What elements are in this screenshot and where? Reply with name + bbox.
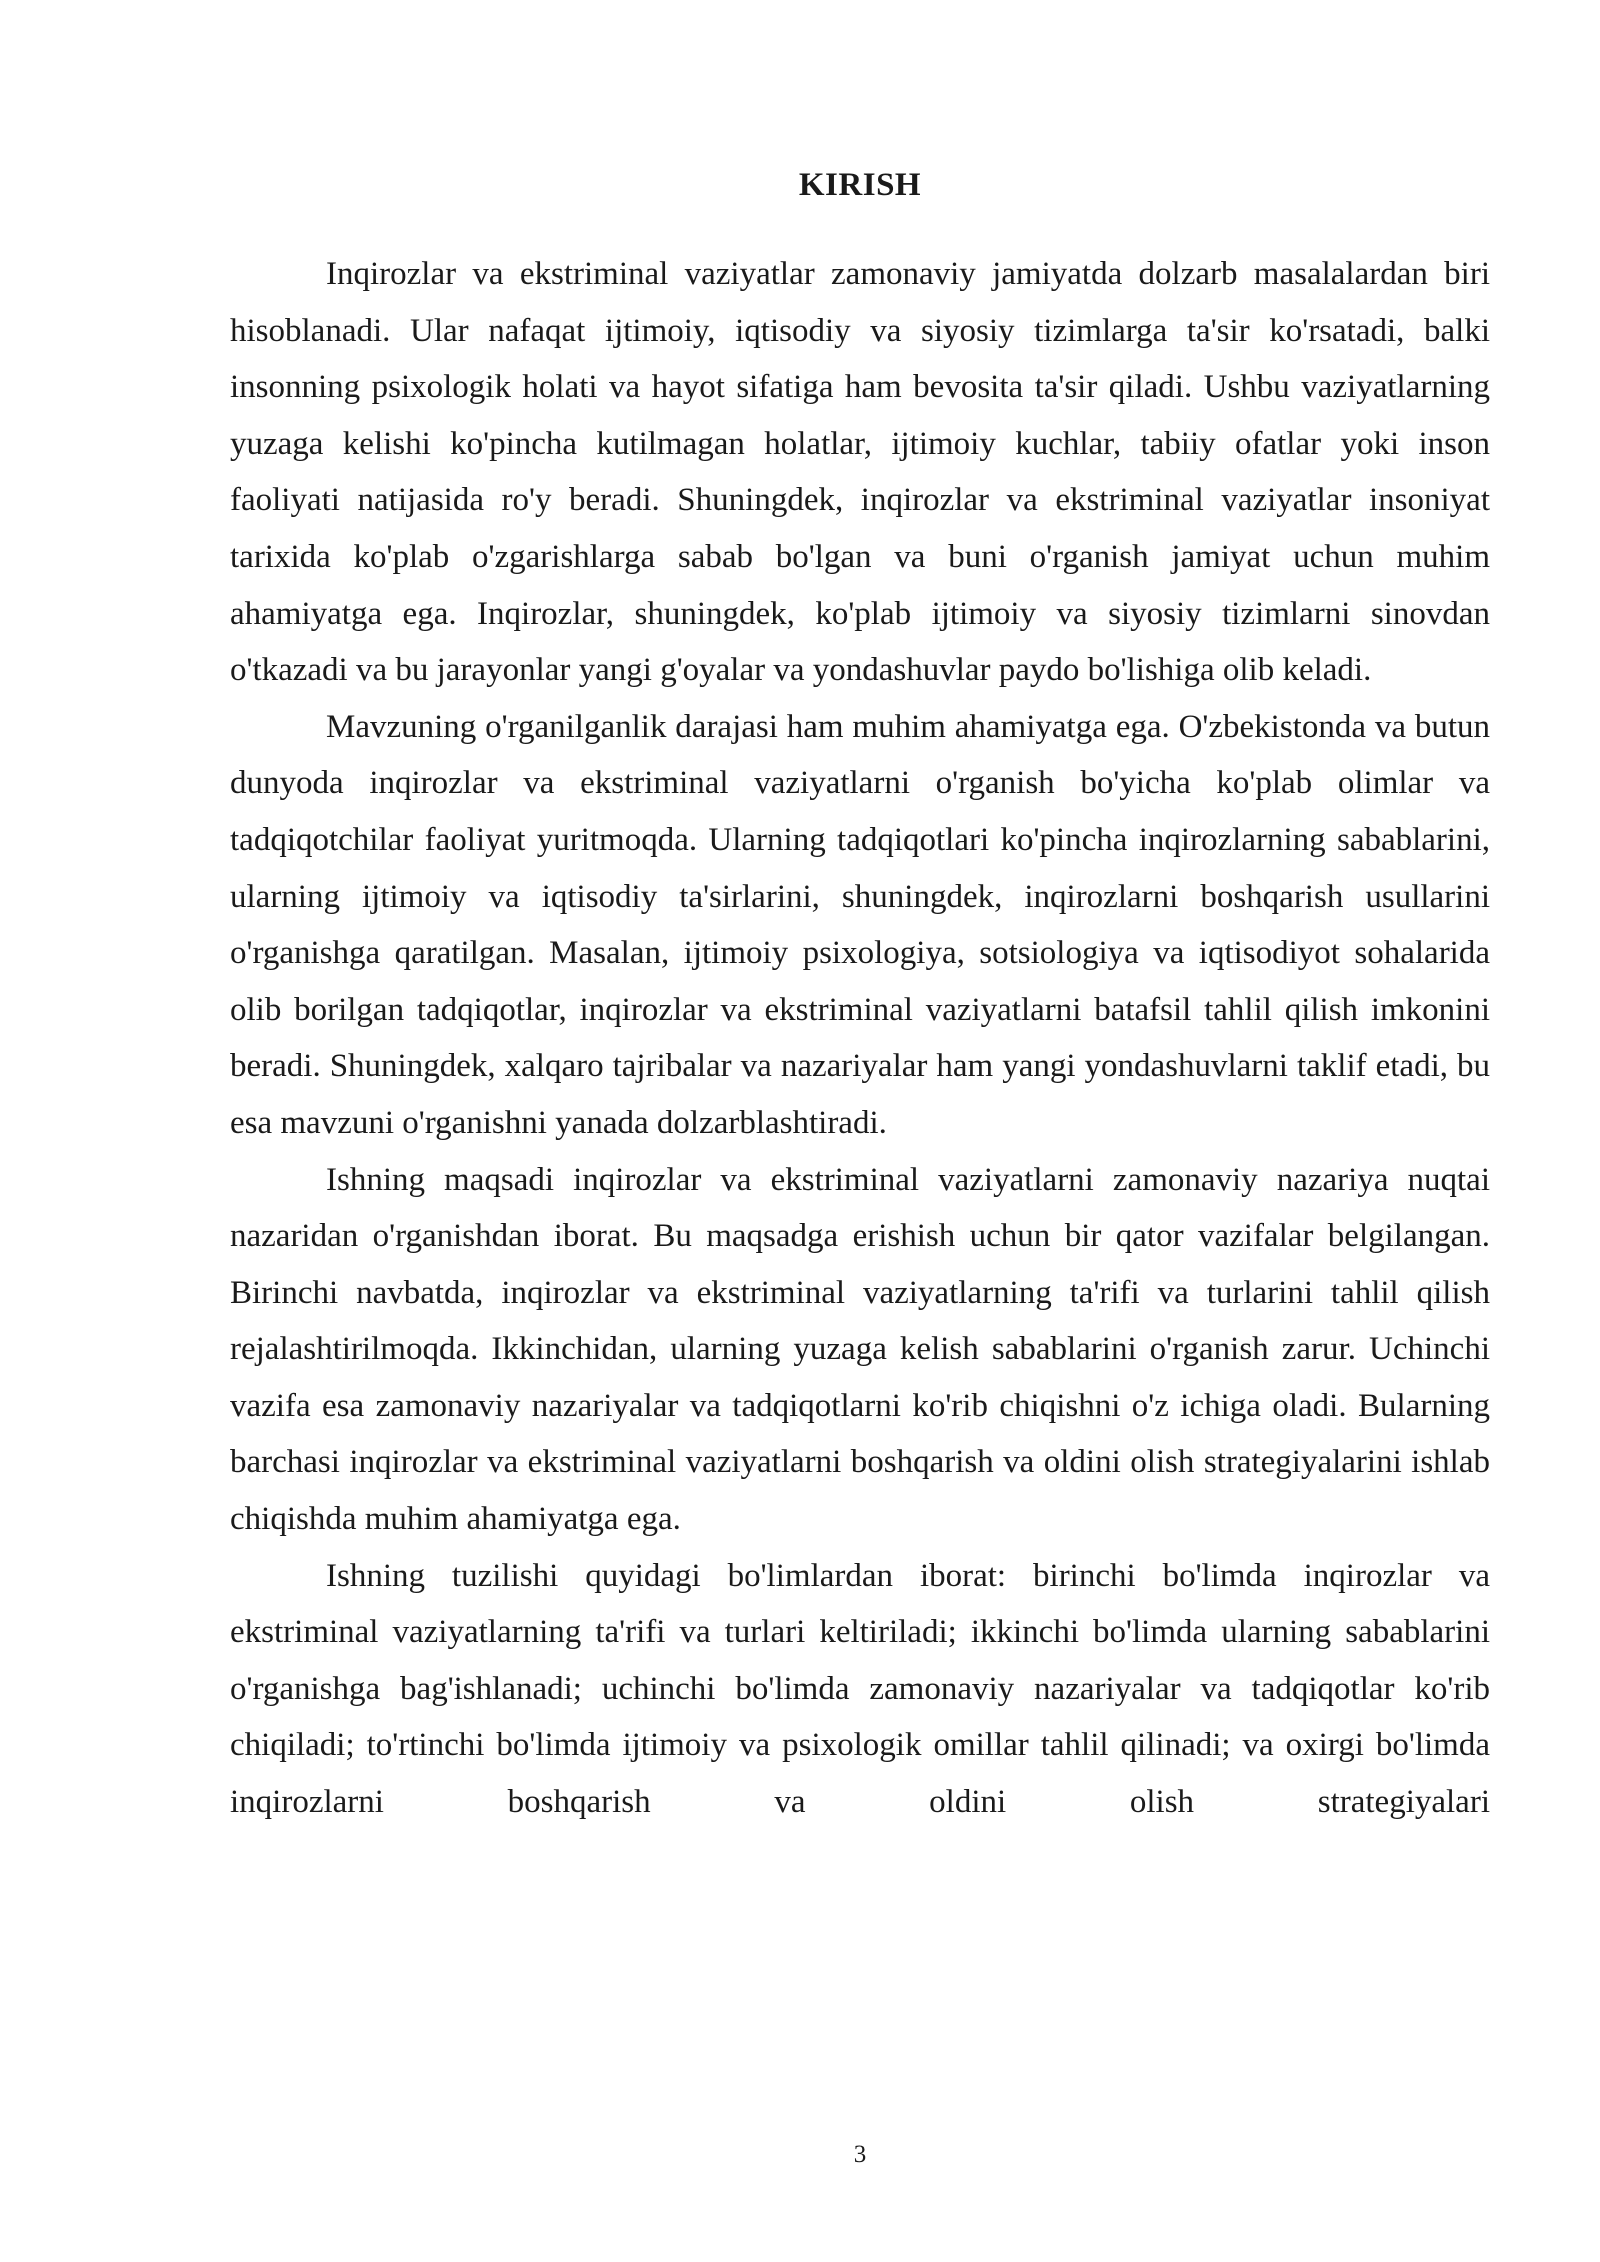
body-text (230, 246, 1490, 1831)
paragraph-research-goal: Ishning maqsadi inqirozlar va ekstriminal vaziyatlarni zamonaviy nazariya nuqtai nazaridan o'rganishdan iborat. Bu maqsadga erishish uchun bir qator vazifalar belgilangan. Birinchi navbatda, inqirozlar va ekstriminal vaziyatlarning ta'rifi va turlarini tahlil qilish rejalashtirilmoqda. Ikkinchidan, ularning yuzaga kelish sabablarini o'rganish zarur. Uchinchi vazifa esa zamonaviy nazariyalar va tadqiqotlarni ko'rib chiqishni o'z ichiga oladi. Bularning barchasi inqirozlar va ekstriminal vaziyatlarni boshqarish va oldini olish strategiyalarini ishlab chiqishda muhim ahamiyatga ega. (230, 1161, 1490, 1538)
page-number: 3 (853, 2141, 867, 2168)
paragraph-study-level: Mavzuning o'rganilganlik darajasi ham muhim ahamiyatga ega. O'zbekistonda va butun dunyoda inqirozlar va ekstriminal vaziyatlarni o'rganish bo'yicha ko'plab olimlar va tadqiqotchilar faoliyat yuritmoqda. Ularning tadqiqotlari ko'pincha inqirozlarning sabablarini, ularning ijtimoiy va iqtisodiy ta'sirlarini, shuningdek, inqirozlarni boshqarish usullarini o'rganishga qaratilgan. Masalan, ijtimoiy psixologiya, sotsiologiya va iqtisodiyot sohalarida olib borilgan tadqiqotlar, inqirozlar va ekstriminal vaziyatlarni batafsil tahlil qilish imkonini beradi. Shuningdek, xalqaro tajribalar va nazariyalar ham yangi yondashuvlarni taklif etadi, bu esa mavzuni o'rganishni yanada dolzarblashtiradi. (230, 708, 1490, 1141)
paragraph-introduction: Inqirozlar va ekstriminal vaziyatlar zamonaviy jamiyatda dolzarb masalalardan biri hisoblanadi. Ular nafaqat ijtimoiy, iqtisodiy va siyosiy tizimlarga ta'sir ko'rsatadi, balki insonning psixologik holati va hayot sifatiga ham bevosita ta'sir qiladi. Ushbu vaziyatlarning yuzaga kelishi ko'pincha kutilmagan holatlar, ijtimoiy kuchlar, tabiiy ofatlar yoki inson faoliyati natijasida ro'y beradi. Shuningdek, inqirozlar va ekstriminal vaziyatlar insoniyat tarixida ko'plab o'zgarishlarga sabab bo'lgan va buni o'rganish jamiyat uchun muhim ahamiyatga ega. Inqirozlar, shuningdek, ko'plab ijtimoiy va siyosiy tizimlarni sinovdan o'tkazadi va bu jarayonlar yangi g'oyalar va yondashuvlar paydo bo'lishiga olib keladi. (230, 256, 1490, 689)
paragraph-work-structure: Ishning tuzilishi quyidagi bo'limlardan iborat: birinchi bo'limda inqirozlar va ekstriminal vaziyatlarning ta'rifi va turlari keltiriladi; ikkinchi bo'limda ularning sabablarini o'rganishga bag'ishlanadi; uchinchi bo'limda zamonaviy nazariyalar va tadqiqotlar ko'rib chiqiladi; to'rtinchi bo'limda ijtimoiy va psixologik omillar tahlil qilinadi; va oxirgi bo'limda inqirozlarni boshqarish va oldini olish strategiyalari (230, 1557, 1490, 1821)
page-title: KIRISH (798, 167, 922, 203)
